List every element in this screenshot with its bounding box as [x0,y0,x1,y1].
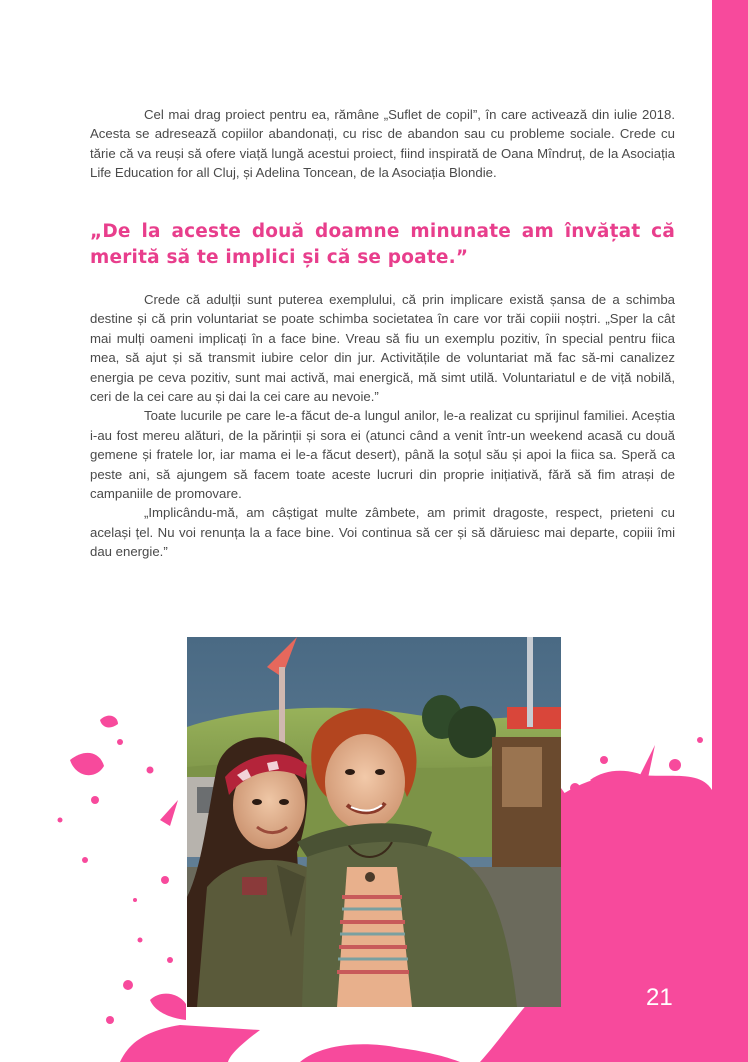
pull-quote: „De la aceste două doamne minunate am învățat că merită să te implici și că se poate.” [90,221,675,268]
paragraph-3: Toate lucurile pe care le-a făcut de-a lungul anilor, le-a realizat cu sprijinul familiei. Aceștia i-au fost mereu alături, de la părinții și sora ei (atunci când a venit într-un weekend acasă cu două gemene și fratele lor, iar mama ei le-a făcut desert), până la soțul său și apoi la fiica sa. Speră ca peste ani, să ajungem să facem toate aceste lucruri din proprie inițiativă, fără să fim atrași de campaniile de promovare. [90,408,675,502]
photo-mother-daughter [187,637,561,1007]
page-number: 21 [646,984,673,1011]
paragraph-4: „Implicându-mă, am câștigat multe zâmbete, am primit dragoste, respect, prieteni cu același țel. Nu voi renunța la a face bine. Voi continua să cer și să dăruiesc mai departe, copiii îmi dau energie.” [90,505,675,560]
paragraph-1: Cel mai drag proiect pentru ea, rămâne „Suflet de copil”, în care activează din iulie 2018. Acesta se adresează copiilor abandonați, cu risc de abandon sau cu probleme sociale. Crede cu tărie că va reuși să ofere viață lungă acestui proiect, fiind inspirată de Oana Mîndruț, de la Asociația Life Education for all Cluj, și Adelina Toncean, de la Asociația Blondie. [90,107,675,181]
paragraph-2: Crede că adulții sunt puterea exemplului, că prin implicare există șansa de a schimba destine și că prin voluntariat se poate schimba societatea în care vor trăi copiii noștri. „Sper la cât mai mulți oameni implicați în a face bine. Vreau să fiu un exemplu pozitiv, în special pentru fiica mea, să ajut și să transmit iubire celor din jur. Activitățile de voluntariat mă fac să-mi canalizez energia pe ceva pozitiv, sunt mai activă, mai energică, mă simt utilă. Voluntariatul e de viță nobilă, ceri de la cei care au și dai la cei care au nevoie.” [90,292,675,405]
